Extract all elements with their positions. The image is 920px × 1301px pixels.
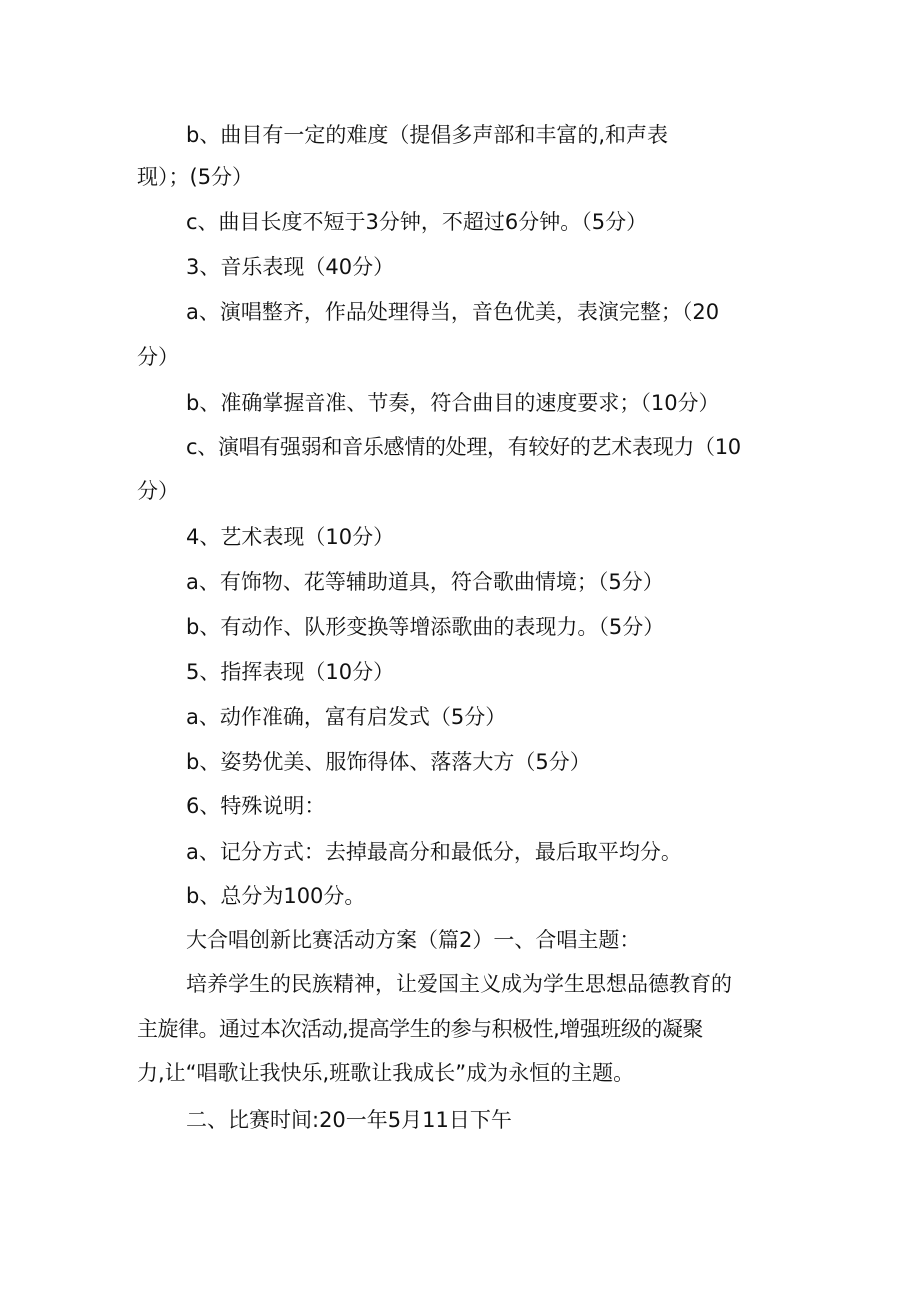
text-line: 主旋律。通过本次活动,提高学生的参与积极性,增强班级的凝聚 — [137, 1017, 703, 1041]
text-line: 分） — [137, 345, 179, 369]
text-line: b、准确掌握音准、节奏，符合曲目的速度要求；（10分） — [186, 391, 720, 415]
text-line: 5、指挥表现（10分） — [186, 660, 395, 684]
text-line: 二、比赛时间:20一年5月11日下午 — [186, 1108, 512, 1132]
text-line: b、总分为100分。 — [186, 884, 366, 908]
text-line: a、有饰物、花等辅助道具，符合歌曲情境；（5分） — [186, 570, 664, 594]
text-line: 6、特殊说明： — [186, 794, 326, 818]
text-line: 力,让“唱歌让我快乐,班歌让我成长”成为永恒的主题。 — [137, 1061, 635, 1085]
text-line: a、记分方式：去掉最高分和最低分，最后取平均分。 — [186, 840, 682, 864]
text-line: 4、艺术表现（10分） — [186, 525, 395, 549]
text-line: c、曲目长度不短于3分钟，不超过6分钟。（5分） — [186, 210, 648, 234]
text-line: 现）；(5分） — [137, 165, 254, 189]
text-line: a、动作准确，富有启发式（5分） — [186, 705, 507, 729]
text-line: 分） — [137, 479, 179, 503]
text-line: 培养学生的民族精神，让爱国主义成为学生思想品德教育的 — [186, 972, 732, 996]
text-line: 3、音乐表现（40分） — [186, 255, 395, 279]
text-line: 大合唱创新比赛活动方案（篇2）一、合唱主题： — [186, 928, 641, 952]
text-line: b、曲目有一定的难度（提倡多声部和丰富的,和声表 — [186, 123, 669, 147]
text-line: c、演唱有强弱和音乐感情的处理，有较好的艺术表现力（10 — [186, 435, 741, 459]
text-line: b、有动作、队形变换等增添歌曲的表现力。（5分） — [186, 615, 665, 639]
text-line: a、演唱整齐，作品处理得当，音色优美，表演完整；（20 — [186, 300, 720, 324]
text-line: b、姿势优美、服饰得体、落落大方（5分） — [186, 750, 591, 774]
